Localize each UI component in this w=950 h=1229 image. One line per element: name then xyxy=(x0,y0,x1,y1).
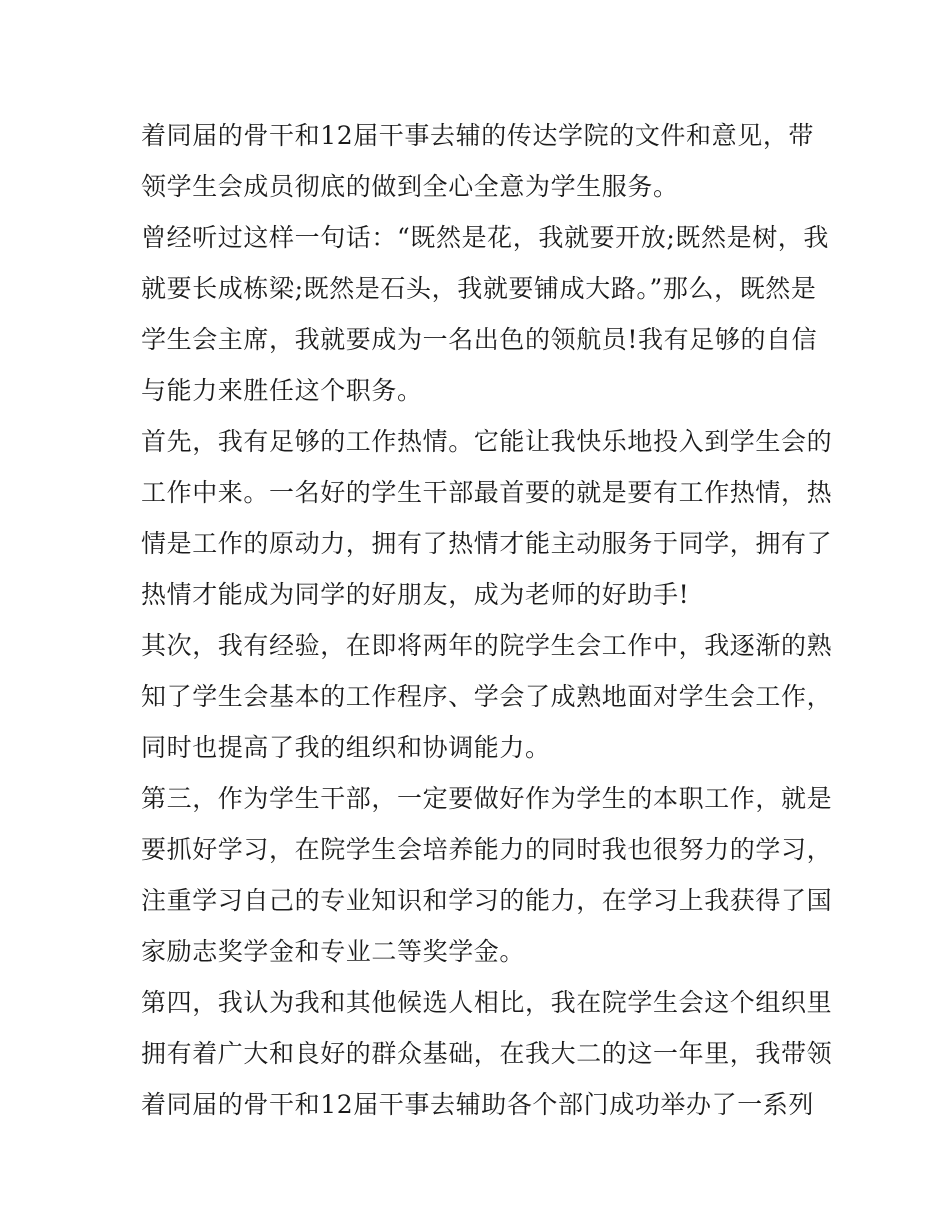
text-line: 同时也提高了我的组织和协调能力。 xyxy=(141,733,551,762)
text-line: 首先，我有足够的工作热情。它能让我快乐地投入到学生会的 xyxy=(141,427,833,456)
text-line: 拥有着广大和良好的群众基础，在我大二的这一年里，我带领 xyxy=(141,1039,833,1068)
speech-text-body xyxy=(141,110,833,1130)
text-line: 曾经听过这样一句话：“既然是花，我就要开放;既然是树，我 xyxy=(141,223,830,252)
text-line: 要抓好学习，在院学生会培养能力的同时我也很努力的学习， xyxy=(141,835,833,864)
text-line: 热情才能成为同学的好朋友，成为老师的好助手! xyxy=(141,580,690,609)
text-line: 着同届的骨干和12届干事去辅的传达学院的文件和意见，带 xyxy=(141,121,815,150)
text-line: 就要长成栋梁;既然是石头，我就要铺成大路。”那么，既然是 xyxy=(141,274,817,303)
text-line: 第三，作为学生干部，一定要做好作为学生的本职工作，就是 xyxy=(141,784,833,813)
text-line: 知了学生会基本的工作程序、学会了成熟地面对学生会工作， xyxy=(141,682,833,711)
text-line: 工作中来。一名好的学生干部最首要的就是要有工作热情，热 xyxy=(141,478,833,507)
text-line: 与能力来胜任这个职务。 xyxy=(141,376,423,405)
text-line: 其次，我有经验，在即将两年的院学生会工作中，我逐渐的熟 xyxy=(141,631,833,660)
text-line: 情是工作的原动力，拥有了热情才能主动服务于同学，拥有了 xyxy=(141,529,833,558)
text-line: 注重学习自己的专业知识和学习的能力，在学习上我获得了国 xyxy=(141,886,833,915)
text-line: 家励志奖学金和专业二等奖学金。 xyxy=(141,937,526,966)
text-line: 着同届的骨干和12届干事去辅助各个部门成功举办了一系列 xyxy=(141,1090,815,1119)
text-line: 第四，我认为我和其他候选人相比，我在院学生会这个组织里 xyxy=(141,988,833,1017)
text-line: 学生会主席，我就要成为一名出色的领航员!我有足够的自信 xyxy=(141,325,818,354)
text-line: 领学生会成员彻底的做到全心全意为学生服务。 xyxy=(141,172,679,201)
